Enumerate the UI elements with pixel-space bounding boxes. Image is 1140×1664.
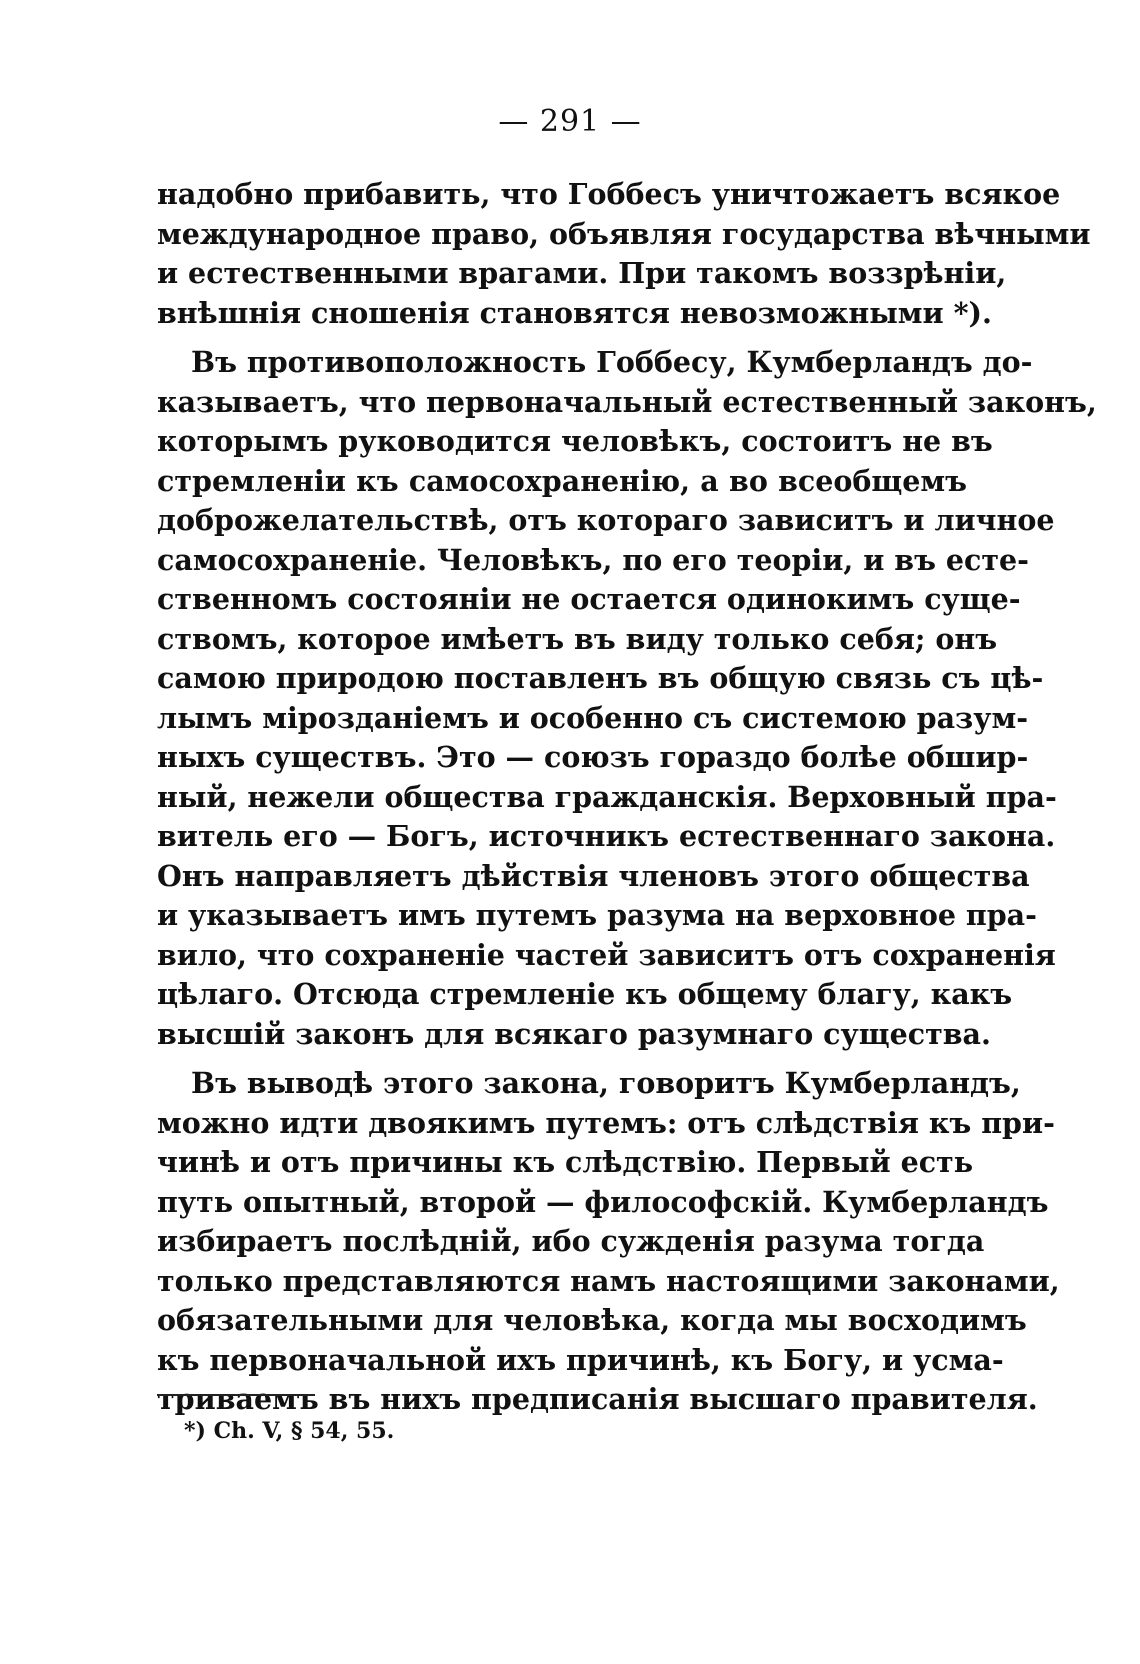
text-line: къ первоначальной ихъ причинѣ, къ Богу, и усма- <box>157 1342 1004 1377</box>
text-line: доброжелательствѣ, отъ котораго зависитъ и личное <box>157 503 1055 537</box>
text-line: вило, что сохраненіе частей зависитъ отъ сохраненія <box>157 937 1056 972</box>
text-line: внѣшнія сношенія становятся невозможными *). <box>157 295 992 330</box>
text-line: и естественными врагами. При такомъ воззрѣніи, <box>157 256 1007 290</box>
text-line: и указываетъ имъ путемъ разума на верховное пра- <box>157 898 1037 932</box>
text-line: Въ выводѣ этого закона, говоритъ Кумберландъ, <box>191 1066 1021 1100</box>
text-line: избираетъ послѣдній, ибо сужденія разума тогда <box>157 1224 985 1258</box>
paragraph-1 <box>157 175 1091 333</box>
text-line: ныхъ существъ. Это — союзъ гораздо болѣе обшир- <box>157 740 1029 774</box>
footnote-rule <box>157 1394 315 1396</box>
text-line: витель его — Богъ, источникъ естественнаго закона. <box>157 819 1056 853</box>
text-line: стремленіи къ самосохраненію, а во всеобщемъ <box>157 463 967 498</box>
paragraph-2 <box>157 343 1097 1054</box>
paragraph-3 <box>157 1064 1060 1420</box>
text-line: высшій законъ для всякаго разумнаго существа. <box>157 1016 991 1051</box>
text-line: которымъ руководится человѣкъ, состоитъ не въ <box>157 424 993 458</box>
text-line: Онъ направляетъ дѣйствія членовъ этого общества <box>157 858 1030 893</box>
body-text <box>157 175 1097 1420</box>
text-line: можно идти двоякимъ путемъ: отъ слѣдствія къ при- <box>157 1105 1055 1140</box>
text-line: самою природою поставленъ въ общую связь съ цѣ- <box>157 661 1044 695</box>
text-line: ствомъ, которое имѣетъ въ виду только себя; онъ <box>157 621 998 656</box>
text-line: только представляются намъ настоящими законами, <box>157 1263 1060 1298</box>
text-line: чинѣ и отъ причины къ слѣдствію. Первый есть <box>157 1145 974 1179</box>
footnote: *) Ch. V, § 54, 55. <box>184 1418 395 1444</box>
text-line: ственномъ состояніи не остается одинокимъ суще- <box>157 582 1021 616</box>
text-line: цѣлаго. Отсюда стремленіе къ общему благу, какъ <box>157 977 1013 1011</box>
text-line: ный, нежели общества гражданскія. Верховный пра- <box>157 779 1057 814</box>
text-line: триваемъ въ нихъ предписанія высшаго правителя. <box>157 1382 1038 1416</box>
text-line: международное право, объявляя государства вѣчными <box>157 216 1091 251</box>
page-number: — 291 — <box>498 104 642 139</box>
text-line: самосохраненіе. Человѣкъ, по его теоріи, и въ есте- <box>157 542 1029 577</box>
text-line: Въ противоположность Гоббесу, Кумберландъ до- <box>191 345 1033 379</box>
text-line: путь опытный, второй — философскій. Кумберландъ <box>157 1184 1049 1219</box>
text-line: казываетъ, что первоначальный естественный законъ, <box>157 384 1097 419</box>
text-line: надобно прибавить, что Гоббесъ уничтожаетъ всякое <box>157 177 1061 211</box>
text-line: обязательными для человѣка, когда мы восходимъ <box>157 1303 1027 1337</box>
text-line: лымъ мірозданіемъ и особенно съ системою разум- <box>157 700 1029 735</box>
